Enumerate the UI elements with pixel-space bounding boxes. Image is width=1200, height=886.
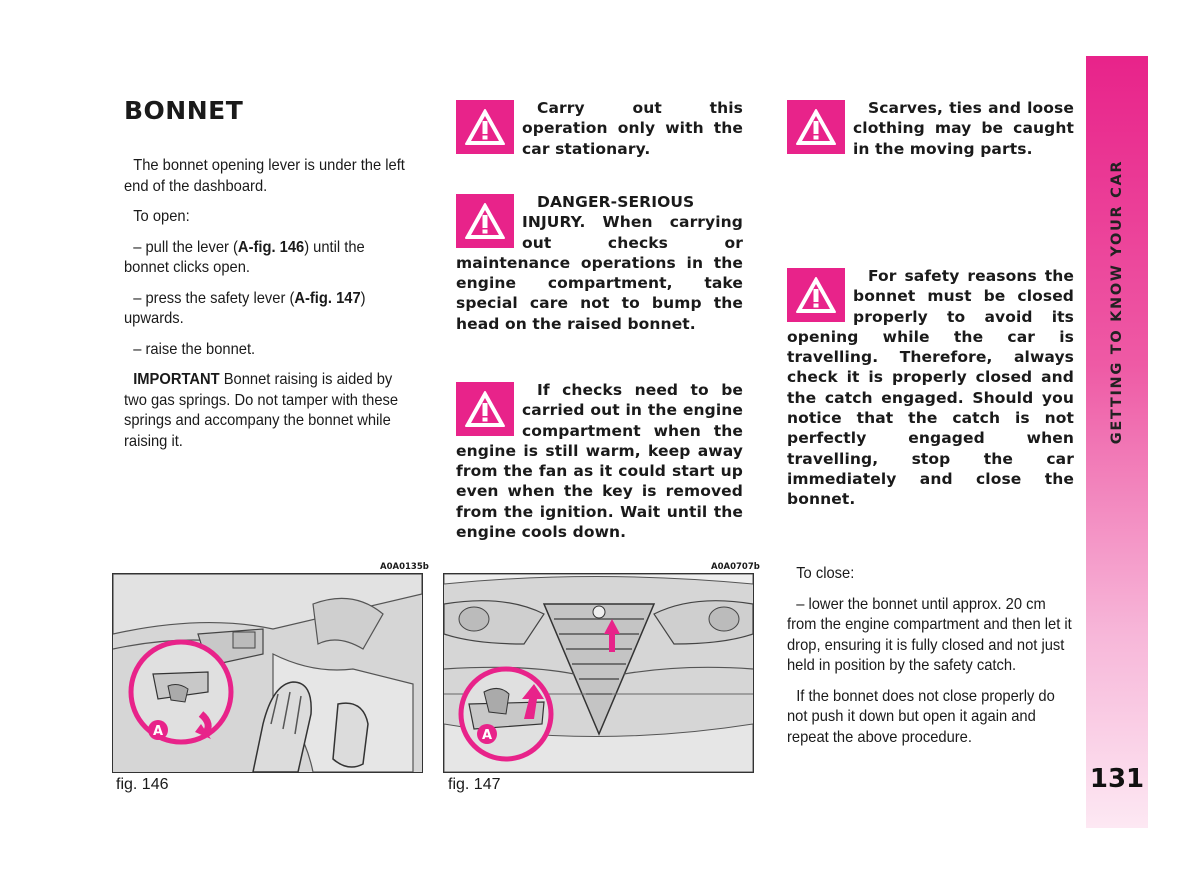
exclamation-triangle-icon [456,382,514,436]
chapter-tab [1086,56,1148,828]
callout-a: A [481,728,493,743]
chapter-title: GETTING TO KNOW YOUR CAR [1109,159,1125,445]
figure-code: A0A0135b [380,562,429,572]
important-label: IMPORTANT [133,371,220,388]
figure-reference: A-fig. 146 [237,238,305,256]
exclamation-triangle-icon [456,100,514,154]
paragraph: The bonnet opening lever is under the left end of the dashboard. [124,157,405,195]
page-title: BONNET [124,96,244,125]
page-number: 131 [1089,764,1145,794]
bonnet-close-instructions [787,564,1076,758]
figure-code: A0A0707b [711,562,760,572]
warning-danger-injury: DANGER-SERIOUS INJURY. When carrying out checks or maintenance operations in the engine compartment, take special care not to bump the head on the raised bonnet. [456,193,743,333]
warning-bonnet-closed: For safety reasons the bonnet must be closed properly to avoid its opening while the car is travelling. Therefore, always check it is properly closed and the catch engaged. Should you notice that the catch is not perfectly engaged when travelling, stop the car immediately and close the bonnet. [787,267,1074,509]
paragraph: – press the safety lever (A-fig. 147) upwards. [124,289,366,327]
warning-stationary: Carry out this operation only with the car stationary. [456,98,743,159]
paragraph: IMPORTANT Bonnet raising is aided by two gas springs. Do not tamper with these springs and accompany the bonnet while raising it. [124,371,399,450]
paragraph: To open: [133,208,190,225]
figure-caption: fig. 147 [448,776,501,793]
exclamation-triangle-icon [456,194,514,248]
figure-146-illustration [112,573,423,773]
figure-147-illustration [443,573,754,773]
warning-warm-engine: If checks need to be carried out in the engine compartment when the engine is still warm, keep away from the fan as it could start up even when the key is removed from the ignition. Wait until the engine cools down. [456,381,743,542]
warning-loose-clothing: Scarves, ties and loose clothing may be caught in the moving parts. [787,98,1074,159]
exclamation-triangle-icon [787,268,845,322]
callout-a: A [152,724,164,739]
paragraph: – raise the bonnet. [133,340,256,358]
figure-reference: A-fig. 147 [294,289,361,307]
paragraph: – lower the bonnet until approx. 20 cm from the engine compartment and then let it drop, ensuring it is fully closed and not just held in position by the safety catch. [787,595,1072,674]
bonnet-open-instructions [124,156,413,462]
paragraph: If the bonnet does not close properly do not push it down but open it again and repeat the above procedure. [787,687,1055,746]
exclamation-triangle-icon [787,100,845,154]
paragraph: – pull the lever (A-fig. 146) until the bonnet clicks open. [124,238,365,276]
paragraph: To close: [796,565,855,582]
figure-caption: fig. 146 [116,776,169,793]
